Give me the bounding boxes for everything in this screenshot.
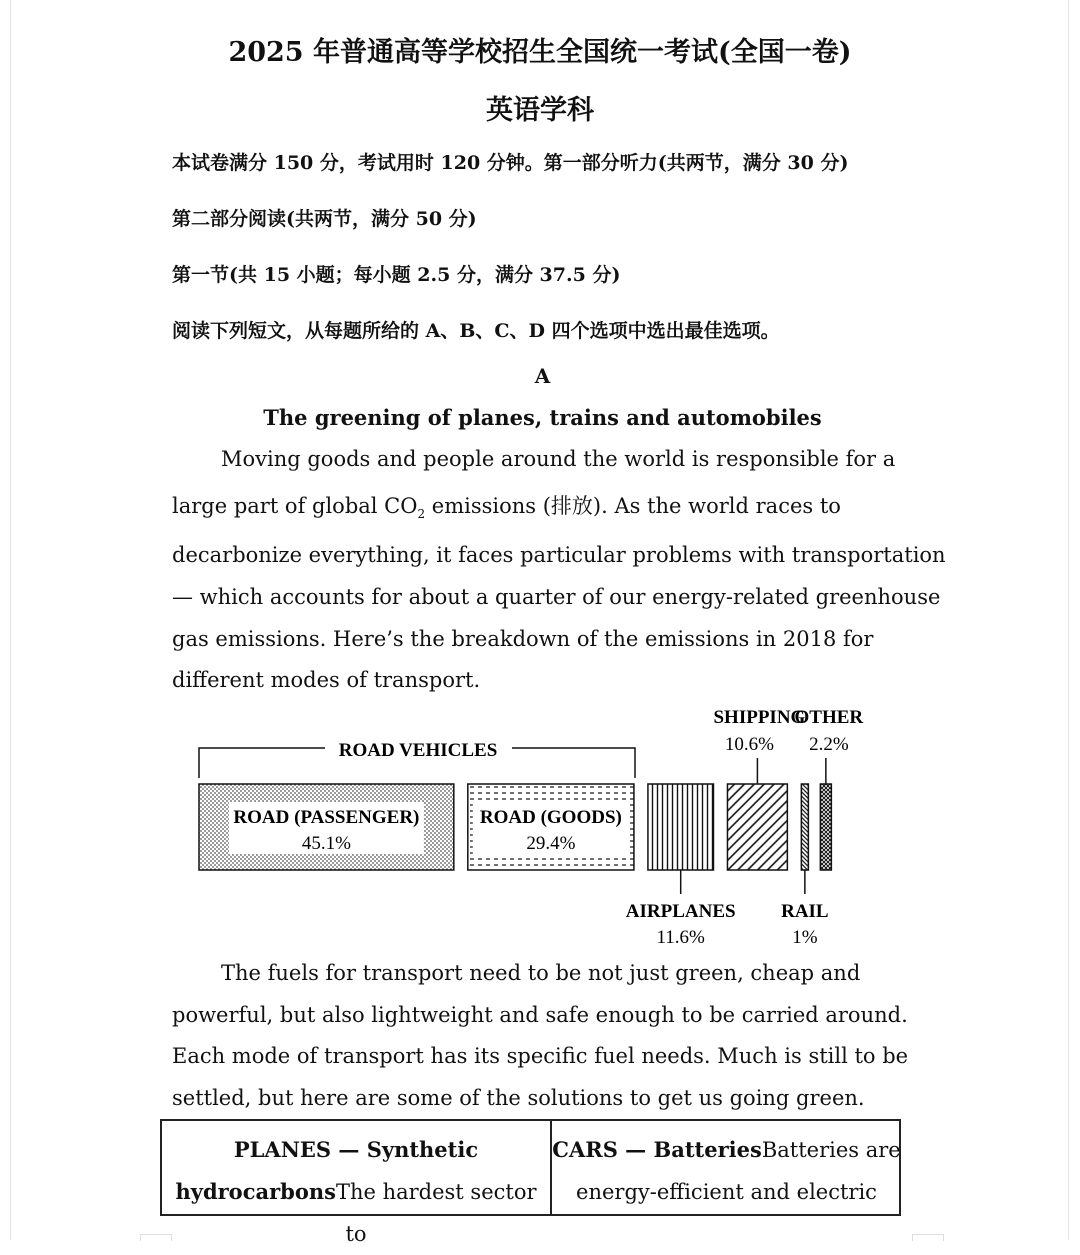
- bar-airplanes: [648, 784, 714, 870]
- paragraph-line: Moving goods and people around the world is responsible for a: [221, 447, 896, 471]
- subject-title: 英语学科: [486, 95, 594, 126]
- label-shipping: SHIPPING: [713, 707, 806, 728]
- table-cell-cars: CARS — BatteriesBatteries are energy-efficient and electric: [552, 1137, 901, 1204]
- emissions-chart: [190, 700, 890, 955]
- paragraph-line: decarbonize everything, it faces particular problems with transportation: [172, 543, 946, 567]
- table-cell-planes: PLANES — Synthetic hydrocarbonsThe hardest sector to: [175, 1137, 537, 1246]
- bar-other: [820, 784, 831, 870]
- instruction-line: 第一节(共 15 小题；每小题 2.5 分，满分 37.5 分): [172, 264, 621, 286]
- bar-shipping: [727, 784, 787, 870]
- paragraph-line: large part of global $CO_2$ emissions (排放). As the world races to: [172, 494, 841, 522]
- instruction-line: 本试卷满分 150 分，考试用时 120 分钟。第一部分听力(共两节，满分 30 分): [172, 152, 849, 174]
- page-right-edge: [1068, 0, 1069, 1240]
- paragraph-line: gas emissions. Here’s the breakdown of the emissions in 2018 for: [172, 627, 874, 651]
- label-rail: RAIL: [781, 901, 829, 922]
- fuel-solutions-table: [160, 1119, 901, 1246]
- paragraph-line: settled, but here are some of the solutions to get us going green.: [172, 1086, 865, 1110]
- exam-title: 2025 年普通高等学校招生全国统一考试(全国一卷): [228, 37, 852, 68]
- value-road-goods: 29.4%: [526, 833, 576, 854]
- label-road-goods: ROAD (GOODS): [479, 807, 622, 828]
- value-rail: 1%: [792, 927, 818, 948]
- passage-title: The greening of planes, trains and automobiles: [263, 405, 822, 430]
- page-left-edge: [10, 0, 11, 1240]
- instruction-line: 阅读下列短文，从每题所给的 A、B、C、D 四个选项中选出最佳选项。: [172, 320, 780, 342]
- paragraph-line: powerful, but also lightweight and safe enough to be carried around.: [172, 1003, 908, 1027]
- value-shipping: 10.6%: [724, 734, 774, 755]
- label-road-passenger: ROAD (PASSENGER): [233, 807, 420, 828]
- passage-letter: A: [534, 364, 551, 388]
- label-airplanes: AIRPLANES: [625, 901, 736, 922]
- group-label: ROAD VEHICLES: [338, 740, 498, 761]
- bar-rail: [801, 784, 808, 870]
- instruction-line: 第二部分阅读(共两节，满分 50 分): [172, 208, 477, 230]
- value-other: 2.2%: [809, 734, 849, 755]
- paragraph-line: — which accounts for about a quarter of our energy-related greenhouse: [172, 585, 941, 609]
- label-other: OTHER: [794, 707, 864, 728]
- value-airplanes: 11.6%: [656, 927, 705, 948]
- value-road-passenger: 45.1%: [301, 833, 351, 854]
- paragraph-line: different modes of transport.: [172, 668, 481, 692]
- paragraph-line: The fuels for transport need to be not just green, cheap and: [221, 961, 861, 985]
- paragraph-line: Each mode of transport has its specific fuel needs. Much is still to be: [172, 1044, 909, 1068]
